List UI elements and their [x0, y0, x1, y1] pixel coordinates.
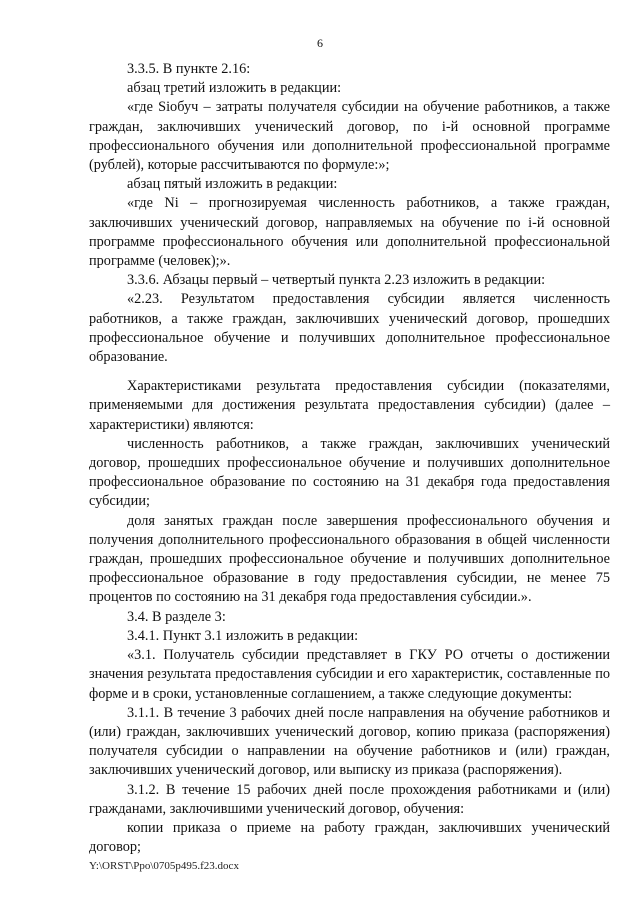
file-path-footer: Y:\ORST\Ppo\0705p495.f23.docx [89, 860, 239, 872]
paragraph-abzac-pyatyy: абзац пятый изложить в редакции: [127, 176, 338, 193]
paragraph-abzac-tretiy: абзац третий изложить в редакции: [127, 80, 342, 97]
paragraph-copies: копии приказа о приеме на работу граждан, заключивших ученический договор; [89, 819, 610, 856]
paragraph-3-1-1: 3.1.1. В течение 3 рабочих дней после направления на обучение работников и (или) граждан, заключивших ученический договор, копию приказа (распоряжения) получателя субсидии о направлении на обучение работников и (или) граждан, заключивших ученический договор, или выписку из приказа (распоряжения). [89, 704, 610, 779]
paragraph-numbers: численность работников, а также граждан, заключивших ученический договор, прошедших профессиональное обучение и получивших дополнительное профессиональное образование по состоянию на 31 декабря года предоставления субсидии; [89, 435, 610, 510]
page-number: 6 [317, 36, 323, 50]
paragraph-formula-n: «где Ni – прогнозируемая численность работников, а также граждан, заключивших ученический договор, направляемых на обучение по i-й основной программе профессионального обучения или дополнительной профессиональной программе (человек);». [89, 195, 610, 270]
paragraph-3-1-2: 3.1.2. В течение 15 рабочих дней после прохождения работниками и (или) гражданами, заключившими ученический договор, обучения: [89, 781, 610, 817]
paragraph-formula-s: «где Siобуч – затраты получателя субсидии на обучение работников, а также граждан, заключивших ученический договор, по i-й основной программе профессионального обучения или дополнительной профессиональной программе (рублей), которые рассчитываются по формуле:»; [89, 99, 610, 174]
paragraph-3-3-6: 3.3.6. Абзацы первый – четвертый пункта 2.23 изложить в редакции: [127, 272, 546, 289]
paragraph-3-4-1: 3.4.1. Пункт 3.1 изложить в редакции: [127, 627, 359, 644]
paragraph-share: доля занятых граждан после завершения профессионального обучения и получения дополнительного профессионального образования в общей численности граждан, прошедших профессиональное обучение и получивших дополнительное профессиональное образование в году предоставления субсидии, не менее 75 процентов по состоянию на 31 декабря года предоставления субсидии.». [89, 512, 610, 606]
paragraph-3-4: 3.4. В разделе 3: [127, 608, 226, 625]
document-body [89, 60, 610, 857]
paragraph-characteristics: Характеристиками результата предоставления субсидии (показателями, применяемыми для достижения результата предоставления субсидии) (далее – характеристики) являются: [89, 378, 610, 433]
paragraph-3-1: «3.1. Получатель субсидии представляет в ГКУ РО отчеты о достижении значения результата предоставления субсидии и его характеристик, составленные по форме и в сроки, установленные соглашением, а также следующие документы: [89, 647, 610, 702]
paragraph-3-3-5: 3.3.5. В пункте 2.16: [127, 61, 251, 77]
paragraph-2-23: «2.23. Результатом предоставления субсидии является численность работников, а также граждан, заключивших ученический договор, прошедших профессиональное обучение и получивших дополнительное профессиональное образование. [89, 291, 610, 366]
